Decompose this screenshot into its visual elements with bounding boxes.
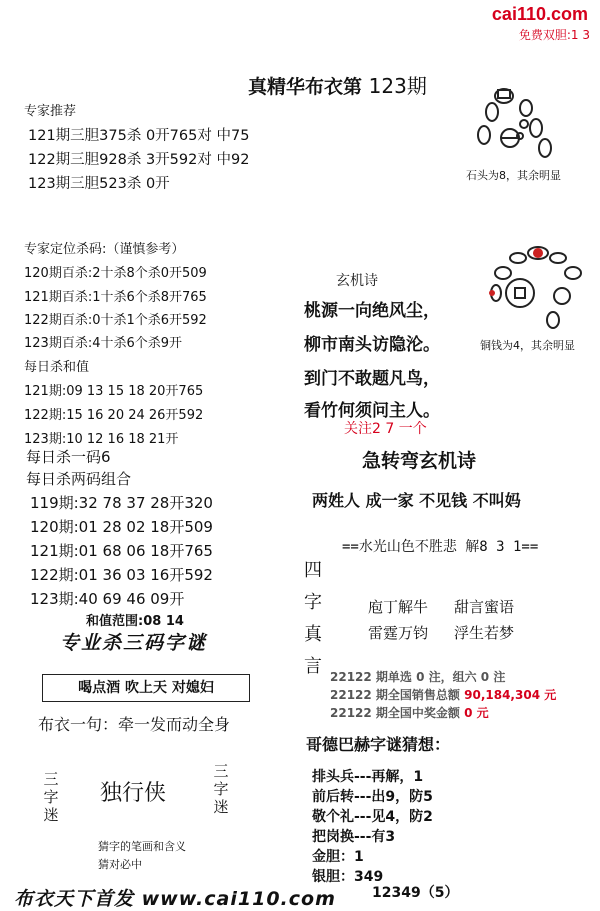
hero-riddle: 独行侠	[100, 781, 167, 806]
sum-kill-heading: 每日杀和值	[24, 360, 90, 375]
goedel-line: 12349（5）	[372, 885, 459, 901]
goedel-line: 银胆：349	[312, 869, 384, 885]
riddle-char: 迷	[213, 798, 229, 816]
goedel-line: 把岗换---有3	[312, 829, 396, 845]
page-title	[248, 70, 427, 99]
free-double-label: 免费双胆:1 3	[518, 28, 590, 42]
positional-heading: 专家定位杀码:（谨慎参考）	[24, 242, 185, 257]
kill-two-line: 123期:40 69 46 09开	[30, 590, 185, 608]
goedel-line: 金胆：1	[312, 849, 364, 865]
poem-line: 桃源一向绝风尘，	[304, 301, 440, 321]
positional-line: 120期百杀:2十杀8个杀0开509	[24, 266, 207, 281]
hint-stroke: 猜字的笔画和含义	[98, 840, 186, 853]
goedel-heading: 哥德巴赫字谜猜想：	[306, 735, 451, 754]
coin-caption: 铜钱为4，其余明显	[480, 339, 575, 352]
expert-line: 122期三胆928杀 3开592对 中92	[28, 152, 250, 168]
title-issue: 123期	[368, 74, 427, 98]
water-riddle: ==水光山色不胜悲 解8 3 1==	[342, 539, 539, 555]
stone-caption: 石头为8，其余明显	[466, 169, 561, 182]
riddle-char: 字	[213, 780, 229, 798]
idiom: 雷霆万钧	[368, 624, 429, 642]
sales-total-amount: 90,184,304 元	[464, 688, 557, 702]
expert-line: 123期三胆523杀 0开	[28, 176, 170, 192]
sales-line-1: 22122 期单选 0 注，组六 0 注	[330, 670, 506, 684]
kill-two-line: 119期:32 78 37 28开320	[30, 494, 213, 512]
kill-two-line: 120期:01 28 02 18开509	[30, 518, 213, 536]
positional-line: 123期百杀:4十杀6个杀9开	[24, 336, 183, 351]
kill-one-code: 每日杀一码6	[26, 448, 111, 466]
sales-line-3	[330, 704, 489, 721]
coin-figure-image	[478, 238, 598, 333]
sum-range: 和值范围:08 14	[86, 614, 184, 629]
hint-win: 猜对必中	[98, 858, 142, 871]
stone-figure-image	[470, 80, 575, 165]
poem-heading: 玄机诗	[336, 273, 378, 289]
positional-line: 122期百杀:0十杀1个杀6开592	[24, 313, 207, 328]
goedel-line: 排头兵---再解，1	[312, 769, 424, 785]
expert-heading: 专家推荐	[24, 104, 77, 119]
three-char-riddle-left	[40, 770, 62, 824]
riddle-char: 字	[43, 788, 59, 806]
sum-kill-line: 121期:09 13 15 18 20开765	[24, 384, 204, 399]
kill-two-heading: 每日杀两码组合	[26, 470, 132, 488]
sizi-char: 四	[304, 560, 322, 581]
poem-line: 看竹何须问主人。	[304, 401, 440, 421]
sizi-char: 字	[304, 592, 322, 613]
prize-total-label: 22122 期全国中奖金额	[330, 706, 460, 720]
sum-kill-line: 123期:10 12 16 18 21开	[24, 432, 179, 447]
poem-follow: 关注2 7 一个	[344, 421, 427, 437]
goedel-line: 前后转---出9，防5	[312, 789, 433, 805]
expert-line: 121期三胆375杀 0开765对 中75	[28, 128, 250, 144]
sales-total-label: 22122 期全国销售总额	[330, 688, 460, 702]
sizi-char: 真	[304, 624, 322, 645]
drink-riddle-box: 喝点酒 吹上天 对媳妇	[42, 674, 250, 702]
riddle-char: 三	[43, 770, 59, 788]
surname-riddle: 两姓人 成一家 不见钱 不叫妈	[312, 491, 521, 510]
kill-two-line: 121期:01 68 06 18开765	[30, 542, 213, 560]
title-text: 真精华布衣第	[248, 76, 363, 98]
idiom: 庖丁解牛	[368, 598, 429, 616]
brainteaser-title: 急转弯玄机诗	[362, 450, 477, 472]
riddle-char: 迷	[43, 806, 59, 824]
riddle-title: 专业杀三码字谜	[60, 632, 208, 654]
site-logo-text: cai110.com	[491, 4, 588, 24]
poem-line: 到门不敢题凡鸟，	[304, 369, 440, 389]
poem-line: 柳市南头访隐沦。	[304, 335, 440, 355]
sizi-char: 言	[304, 656, 322, 677]
riddle-char: 三	[213, 762, 229, 780]
prize-total-amount: 0 元	[464, 706, 489, 720]
three-char-riddle-right	[210, 762, 232, 816]
buyi-line: 布衣一句：牵一发而动全身	[38, 715, 231, 734]
idiom: 甜言蜜语	[454, 598, 515, 616]
kill-two-line: 122期:01 36 03 16开592	[30, 566, 213, 584]
positional-line: 121期百杀:1十杀6个杀8开765	[24, 290, 207, 305]
footer-banner: 布衣天下首发 www.cai110.com	[14, 888, 336, 910]
goedel-line: 敬个礼---见4，防2	[312, 809, 433, 825]
sum-kill-line: 122期:15 16 20 24 26开592	[24, 408, 204, 423]
idiom: 浮生若梦	[454, 624, 515, 642]
sales-line-2	[330, 686, 556, 703]
